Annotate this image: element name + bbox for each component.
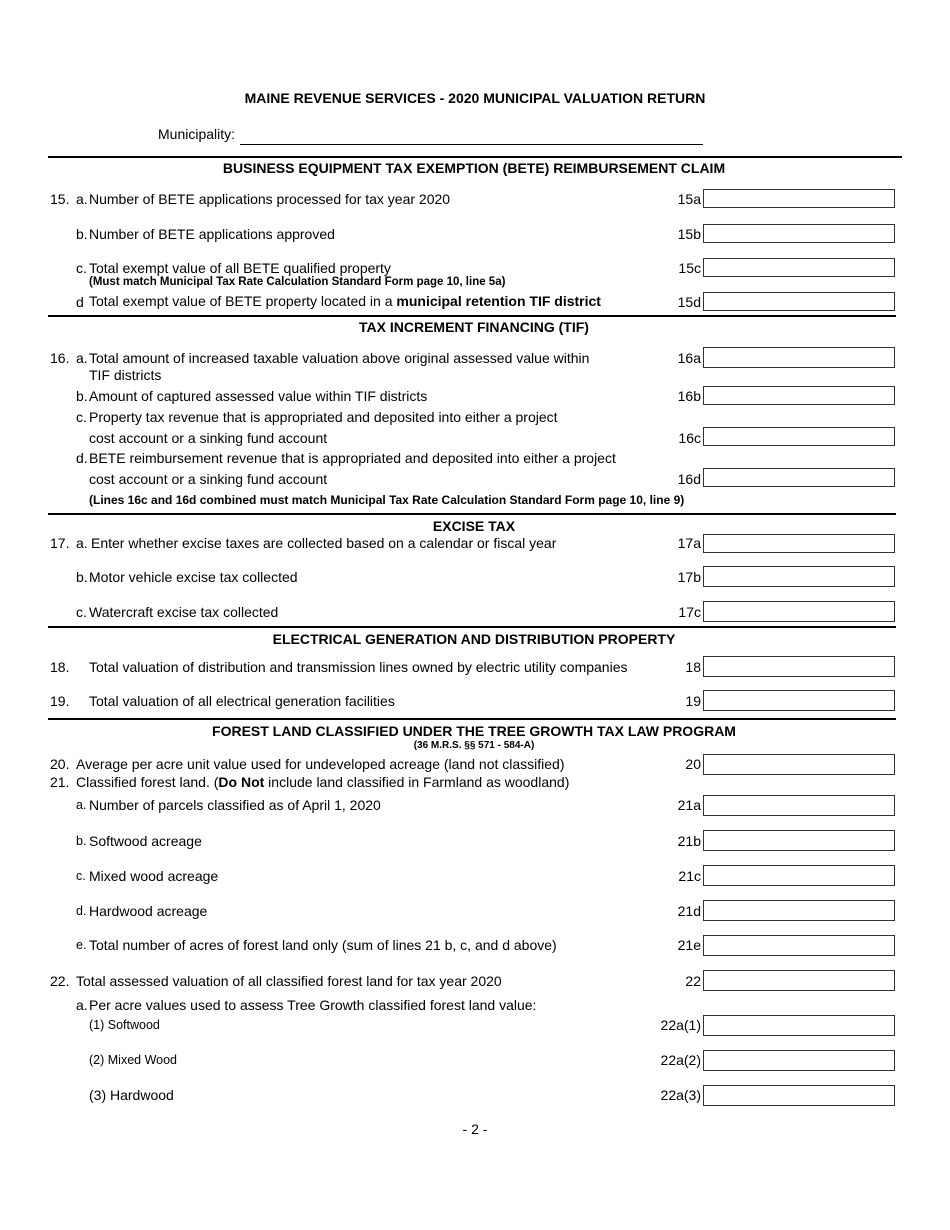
line-17c-text: Watercraft excise tax collected — [89, 604, 279, 620]
line-16b-text: Amount of captured assessed value within TIF districts — [89, 388, 428, 404]
line-number-18: 18. — [50, 659, 70, 675]
line-letter: b. — [76, 226, 88, 242]
line-letter: b. — [76, 388, 88, 404]
section-divider — [48, 718, 896, 720]
input-16d[interactable] — [703, 468, 895, 487]
input-22a3[interactable] — [703, 1085, 895, 1106]
line-21e-text: Total number of acres of forest land only (sum of lines 21 b, c, and d above) — [89, 937, 557, 953]
input-21a[interactable] — [703, 795, 895, 816]
section-title-bete: BUSINESS EQUIPMENT TAX EXEMPTION (BETE) REIMBURSEMENT CLAIM — [222, 160, 726, 176]
line-code-15d: 15d — [677, 294, 701, 310]
line-code-15b: 15b — [677, 226, 701, 242]
section-title-forest: FOREST LAND CLASSIFIED UNDER THE TREE GROWTH TAX LAW PROGRAM — [212, 723, 736, 739]
line-letter: b. — [76, 834, 87, 848]
section-title-electrical: ELECTRICAL GENERATION AND DISTRIBUTION PROPERTY — [272, 631, 676, 647]
municipality-input[interactable] — [240, 144, 703, 145]
input-21b[interactable] — [703, 830, 895, 851]
line-22a2-text: (2) Mixed Wood — [89, 1053, 177, 1067]
line-17b-text: Motor vehicle excise tax collected — [89, 569, 298, 585]
line-22a3-text: (3) Hardwood — [89, 1087, 174, 1103]
line-letter: d — [76, 294, 84, 310]
line-code-16a: 16a — [677, 350, 701, 366]
input-17b[interactable] — [703, 566, 895, 587]
line-letter: a. — [76, 191, 88, 207]
line-letter: c. — [76, 409, 87, 425]
line-letter: c. — [76, 869, 86, 883]
line-letter: a. — [76, 798, 87, 812]
input-15c[interactable] — [703, 258, 895, 277]
section-divider — [48, 626, 896, 628]
line-letter: c. — [76, 604, 87, 620]
line-21b-text: Softwood acreage — [89, 833, 202, 849]
line-number-17: 17. — [50, 535, 70, 551]
line-16a-text: Total amount of increased taxable valuation above original assessed value within — [89, 350, 590, 366]
line-code-21a: 21a — [677, 797, 701, 813]
page-number: - 2 - — [462, 1121, 488, 1137]
line-22-text: Total assessed valuation of all classified forest land for tax year 2020 — [76, 973, 502, 989]
line-code-18: 18 — [685, 659, 701, 675]
input-15d[interactable] — [703, 292, 895, 311]
input-16a[interactable] — [703, 347, 895, 368]
line-code-21d: 21d — [677, 903, 701, 919]
section-title-tif: TAX INCREMENT FINANCING (TIF) — [359, 319, 589, 335]
line-number-22: 22. — [50, 973, 70, 989]
line-21d-text: Hardwood acreage — [89, 903, 208, 919]
input-22[interactable] — [703, 970, 895, 991]
line-code-22a2: 22a(2) — [660, 1052, 701, 1068]
input-22a1[interactable] — [703, 1015, 895, 1036]
line-letter: d. — [76, 450, 88, 466]
line-16a-text-cont: TIF districts — [89, 367, 162, 383]
line-16-note: (Lines 16c and 16d combined must match Municipal Tax Rate Calculation Standard Form page 10, line 9) — [89, 493, 685, 507]
line-code-17b: 17b — [677, 569, 701, 585]
line-18-text: Total valuation of distribution and transmission lines owned by electric utility companies — [89, 659, 628, 675]
input-17c[interactable] — [703, 601, 895, 622]
line-number-21: 21. — [50, 774, 70, 790]
line-16c-text-cont: cost account or a sinking fund account — [89, 430, 328, 446]
line-code-17a: 17a — [677, 535, 701, 551]
line-number-19: 19. — [50, 693, 70, 709]
input-15b[interactable] — [703, 224, 895, 243]
line-20-text: Average per acre unit value used for undeveloped acreage (land not classified) — [76, 756, 565, 772]
line-22a1-text: (1) Softwood — [89, 1018, 160, 1032]
line-letter: e. — [76, 938, 87, 952]
line-16c-text: Property tax revenue that is appropriated and deposited into either a project — [89, 409, 558, 425]
section-subtitle-forest: (36 M.R.S. §§ 571 - 584-A) — [413, 740, 535, 751]
line-17a-text: Enter whether excise taxes are collected based on a calendar or fiscal year — [91, 535, 557, 551]
line-letter: d. — [76, 904, 87, 918]
section-title-excise: EXCISE TAX — [432, 518, 516, 534]
line-15d-text: Total exempt value of BETE property located in a municipal retention TIF district — [89, 293, 601, 309]
line-code-16c: 16c — [678, 430, 701, 446]
line-letter: a. — [76, 350, 88, 366]
line-letter: b. — [76, 569, 88, 585]
line-code-17c: 17c — [678, 604, 701, 620]
input-15a[interactable] — [703, 189, 895, 208]
line-21a-text: Number of parcels classified as of April 1, 2020 — [89, 797, 381, 813]
page-title: MAINE REVENUE SERVICES - 2020 MUNICIPAL VALUATION RETURN — [244, 90, 706, 106]
line-15c-text: Total exempt value of all BETE qualified property — [89, 260, 391, 276]
input-16b[interactable] — [703, 386, 895, 405]
line-number-15: 15. — [50, 191, 70, 207]
line-code-16b: 16b — [677, 388, 701, 404]
input-21d[interactable] — [703, 900, 895, 921]
line-code-22: 22 — [685, 973, 701, 989]
line-code-21b: 21b — [677, 833, 701, 849]
line-22a-text: Per acre values used to assess Tree Growth classified forest land value: — [89, 997, 537, 1013]
input-18[interactable] — [703, 656, 895, 677]
municipality-label: Municipality: — [158, 126, 236, 142]
line-code-15c: 15c — [678, 260, 701, 276]
line-number-20: 20. — [50, 756, 70, 772]
line-code-22a3: 22a(3) — [660, 1087, 701, 1103]
line-15a-text: Number of BETE applications processed for tax year 2020 — [89, 191, 451, 207]
section-divider — [48, 315, 896, 317]
line-code-21e: 21e — [677, 937, 701, 953]
line-16d-text-cont: cost account or a sinking fund account — [89, 471, 328, 487]
input-16c[interactable] — [703, 427, 895, 446]
line-code-19: 19 — [685, 693, 701, 709]
input-21e[interactable] — [703, 935, 895, 956]
line-15b-text: Number of BETE applications approved — [89, 226, 335, 242]
input-21c[interactable] — [703, 865, 895, 886]
line-letter: a. — [76, 535, 88, 551]
line-code-16d: 16d — [677, 471, 701, 487]
input-19[interactable] — [703, 690, 895, 711]
line-19-text: Total valuation of all electrical generation facilities — [89, 693, 395, 709]
line-code-22a1: 22a(1) — [660, 1017, 701, 1033]
line-21-text: Classified forest land. (Do Not include land classified in Farmland as woodland) — [76, 774, 570, 790]
line-16d-text: BETE reimbursement revenue that is appropriated and deposited into either a project — [89, 450, 616, 466]
line-code-15a: 15a — [677, 191, 701, 207]
line-15c-note: (Must match Municipal Tax Rate Calculation Standard Form page 10, line 5a) — [89, 276, 506, 288]
input-17a[interactable] — [703, 534, 895, 553]
line-letter: c. — [76, 260, 87, 276]
section-divider — [48, 156, 902, 158]
line-number-16: 16. — [50, 350, 70, 366]
line-letter: a. — [76, 997, 88, 1013]
line-21c-text: Mixed wood acreage — [89, 868, 219, 884]
input-20[interactable] — [703, 754, 895, 775]
line-code-20: 20 — [685, 756, 701, 772]
section-divider — [48, 513, 896, 515]
line-code-21c: 21c — [678, 868, 701, 884]
input-22a2[interactable] — [703, 1050, 895, 1071]
